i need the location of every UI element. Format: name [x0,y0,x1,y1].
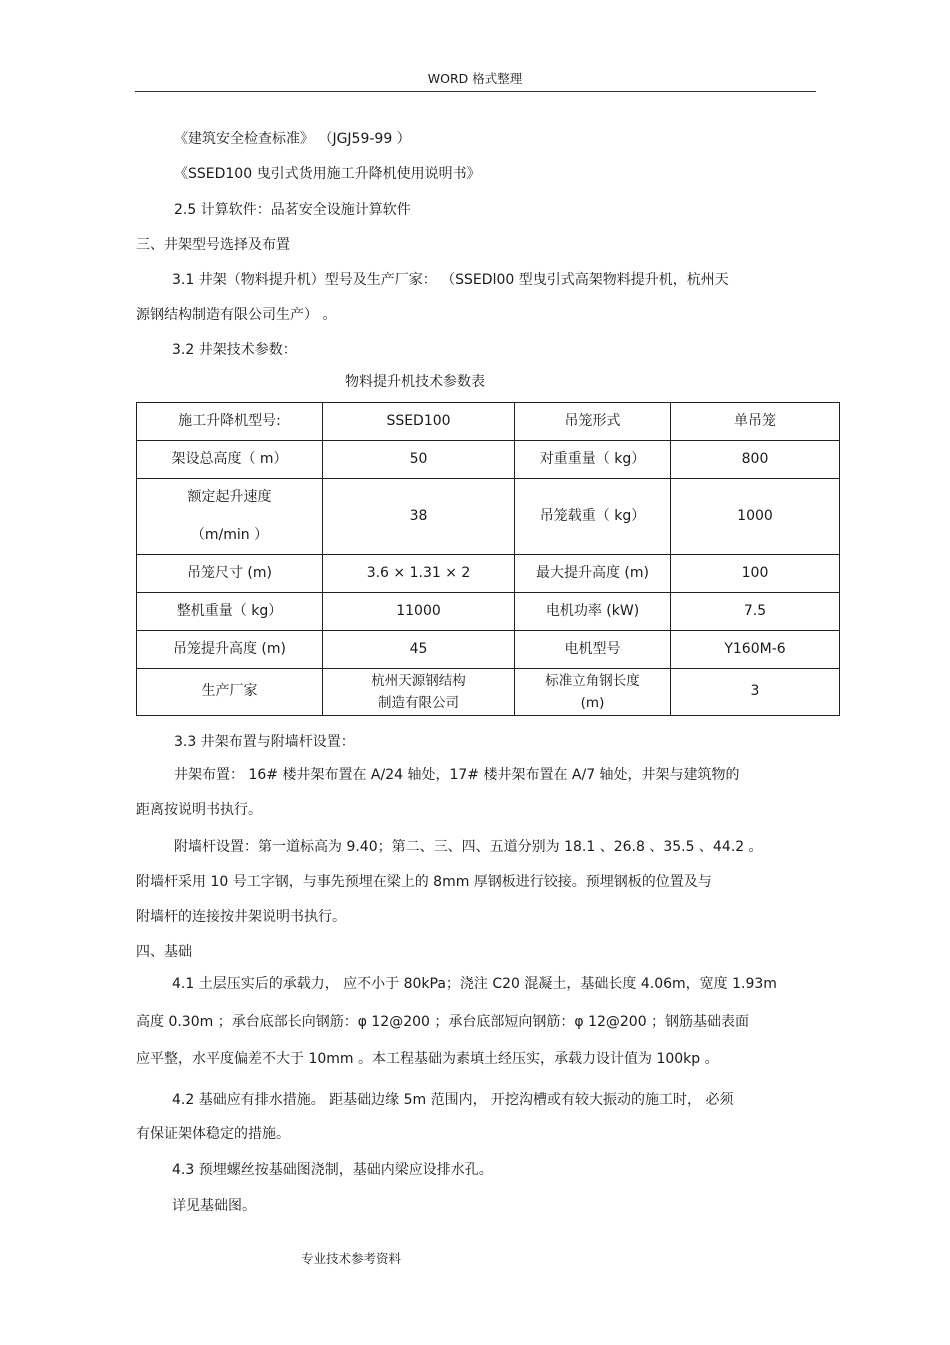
table-cell: 1000 [671,479,840,555]
reference-manual: 《SSED100 曳引式货用施工升降机使用说明书》 [174,166,481,182]
table-cell: 吊笼载重（ kg） [515,479,671,555]
table-cell: 50 [323,441,515,479]
table-row [137,555,840,593]
table-cell: 对重重量（ kg） [515,441,671,479]
section-3-1-line1: 3.1 井架（物料提升机）型号及生产厂家： （SSEDl00 型曳引式高架物料提升机，杭州天 [172,272,729,288]
wall-tie-paragraph-line3: 附墙杆的连接按井架说明书执行。 [136,909,346,925]
table-cell: 3.6 × 1.31 × 2 [323,555,515,593]
table-cell: 7.5 [671,593,840,631]
table-cell: 单吊笼 [671,403,840,441]
section-3-2: 3.2 井架技术参数： [172,342,297,358]
cell-line: （m/min ） [190,526,269,543]
table-cell: 38 [323,479,515,555]
page-footer: 专业技术参考资料 [301,1251,402,1266]
layout-paragraph-line1: 井架布置： 16# 楼井架布置在 A/24 轴处，17# 楼井架布置在 A/7 轴处，井架与建筑物的 [174,767,740,783]
table-row [137,479,840,555]
table-cell [323,669,515,716]
section-4-1-line1: 4.1 土层压实后的承载力， 应不小于 80kPa；浇注 C20 混凝土，基础长度 4.06m，宽度 1.93m [172,976,777,992]
hoist-spec-table [136,402,840,716]
table-cell: 架设总高度（ m） [137,441,323,479]
table-cell: 3 [671,669,840,716]
section-4-3: 4.3 预埋螺丝按基础图浇制，基础内梁应设排水孔。 [172,1162,493,1178]
table-cell: 生产厂家 [137,669,323,716]
table-row [137,441,840,479]
wall-tie-paragraph-line1: 附墙杆设置：第一道标高为 9.40；第二、三、四、五道分别为 18.1 、26.8 、35.5 、44.2 。 [174,839,763,855]
table-cell: 45 [323,631,515,669]
section-4-2-line2: 有保证架体稳定的措施。 [136,1126,290,1142]
table-row [137,403,840,441]
header-rule [135,91,816,92]
table-cell: 吊笼尺寸 (m) [137,555,323,593]
table-cell: SSED100 [323,403,515,441]
section-4-1-line3: 应平整，水平度偏差不大于 10mm 。本工程基础为素填土经压实，承载力设计值为 100kp 。 [136,1051,719,1067]
heading-section-3: 三、井架型号选择及布置 [136,237,290,253]
table-cell: 100 [671,555,840,593]
table-cell: 吊笼形式 [515,403,671,441]
cell-line: 标准立角钢长度 [545,672,640,689]
table-cell: 800 [671,441,840,479]
table-cell [137,479,323,555]
table-cell: 11000 [323,593,515,631]
cell-line: 额定起升速度 [187,489,272,505]
wall-tie-paragraph-line2: 附墙杆采用 10 号工字钢，与事先预埋在梁上的 8mm 厚钢板进行铰接。预埋钢板的位置及与 [136,874,712,890]
table-row [137,631,840,669]
table-cell: 施工升降机型号: [137,403,323,441]
page-header: WORD 格式整理 [427,71,523,86]
table-cell: 电机型号 [515,631,671,669]
table-cell: 最大提升高度 (m) [515,555,671,593]
heading-section-4: 四、基础 [136,944,192,960]
table-cell: 吊笼提升高度 (m) [137,631,323,669]
cell-line: (m) [580,695,605,711]
section-2-5: 2.5 计算软件：品茗安全设施计算软件 [174,202,411,218]
section-3-3: 3.3 井架布置与附墙杆设置： [174,734,355,750]
section-4-2-line1: 4.2 基础应有排水措施。 距基础边缘 5m 范围内， 开挖沟槽或有较大振动的施工时， 必须 [172,1092,734,1108]
cell-line: 杭州天源钢结构 [371,672,466,689]
table-row [137,593,840,631]
section-4-1-line2: 高度 0.30m ；承台底部长向钢筋：φ 12@200 ；承台底部短向钢筋：φ 12@200 ；钢筋基础表面 [136,1014,750,1030]
cell-line: 制造有限公司 [378,695,459,711]
section-3-1-line2: 源钢结构制造有限公司生产） 。 [136,307,337,323]
reference-standard: 《建筑安全检查标准》 （JGJ59-99 ） [174,131,411,147]
table-cell: 电机功率 (kW) [515,593,671,631]
table-row [137,669,840,716]
table-cell: 整机重量（ kg） [137,593,323,631]
table-cell: Y160M-6 [671,631,840,669]
table-cell [515,669,671,716]
table-title: 物料提升机技术参数表 [345,374,485,390]
layout-paragraph-line2: 距离按说明书执行。 [136,802,262,818]
see-foundation-drawing: 详见基础图。 [172,1198,256,1214]
